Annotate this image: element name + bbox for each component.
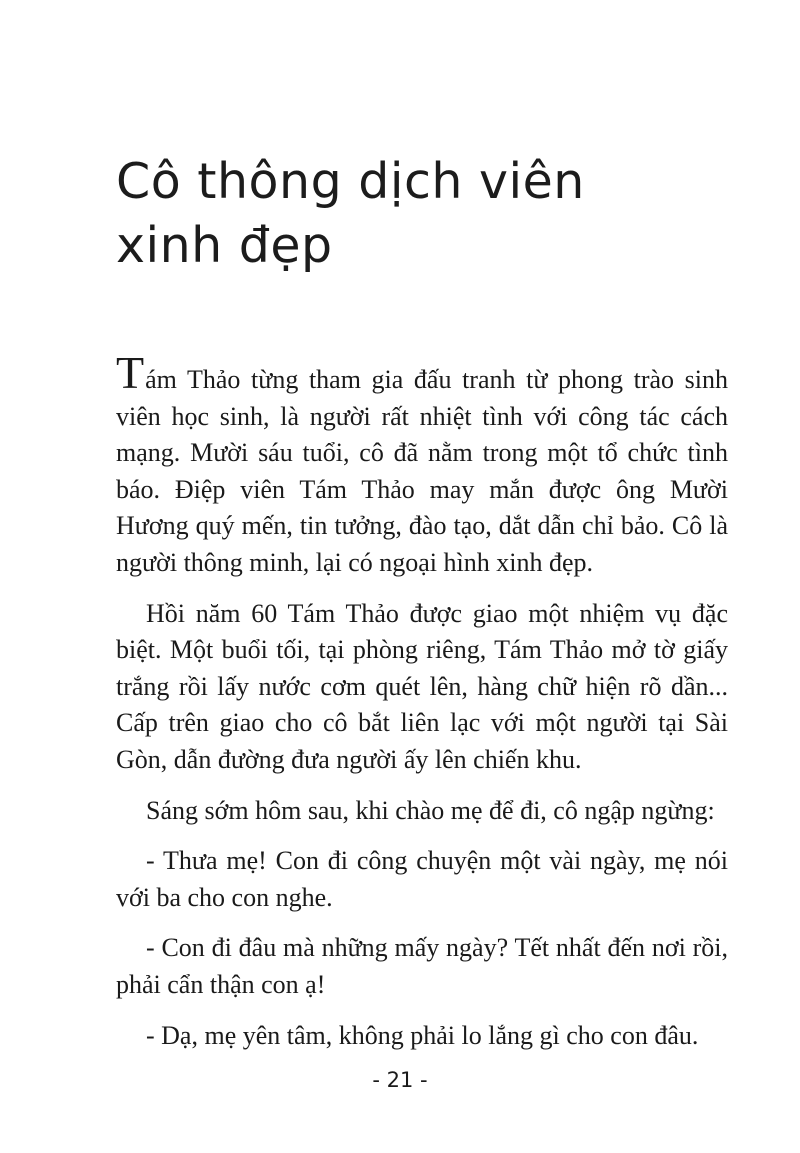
paragraph-1 xyxy=(116,347,728,582)
chapter-title-line-1: Cô thông dịch viên xyxy=(116,153,585,210)
dialogue-line-3: - Dạ, mẹ yên tâm, không phải lo lắng gì cho con đâu. xyxy=(146,1020,699,1050)
chapter-title xyxy=(116,150,676,278)
dialogue-line-1: - Thưa mẹ! Con đi công chuyện một vài ngày, mẹ nói với ba cho con nghe. xyxy=(116,846,728,912)
page-number: - 21 - xyxy=(372,1068,428,1092)
chapter-title-line-2: xinh đẹp xyxy=(116,217,333,274)
paragraph-3: Sáng sớm hôm sau, khi chào mẹ để đi, cô ngập ngừng: xyxy=(146,795,715,825)
body-text xyxy=(116,347,728,1068)
drop-cap-letter: T xyxy=(116,347,145,398)
dialogue-line-2: - Con đi đâu mà những mấy ngày? Tết nhất đến nơi rồi, phải cẩn thận con ạ! xyxy=(116,933,728,999)
paragraph-2: Hồi năm 60 Tám Thảo được giao một nhiệm vụ đặc biệt. Một buổi tối, tại phòng riêng, Tám Thảo mở tờ giấy trắng rồi lấy nước cơm quét lên, hàng chữ hiện rõ dần... Cấp trên giao cho cô bắt liên lạc với một người tại Sài Gòn, dẫn đường đưa người ấy lên chiến khu. xyxy=(116,598,728,774)
paragraph-1-text: ám Thảo từng tham gia đấu tranh từ phong trào sinh viên học sinh, là người rất nhiệt tình với công tác cách mạng. Mười sáu tuổi, cô đã nằm trong một tổ chức tình báo. Điệp viên Tám Thảo may mắn được ông Mười Hương quý mến, tin tưởng, đào tạo, dắt dẫn chỉ bảo. Cô là người thông minh, lại có ngoại hình xinh đẹp. xyxy=(116,365,728,577)
